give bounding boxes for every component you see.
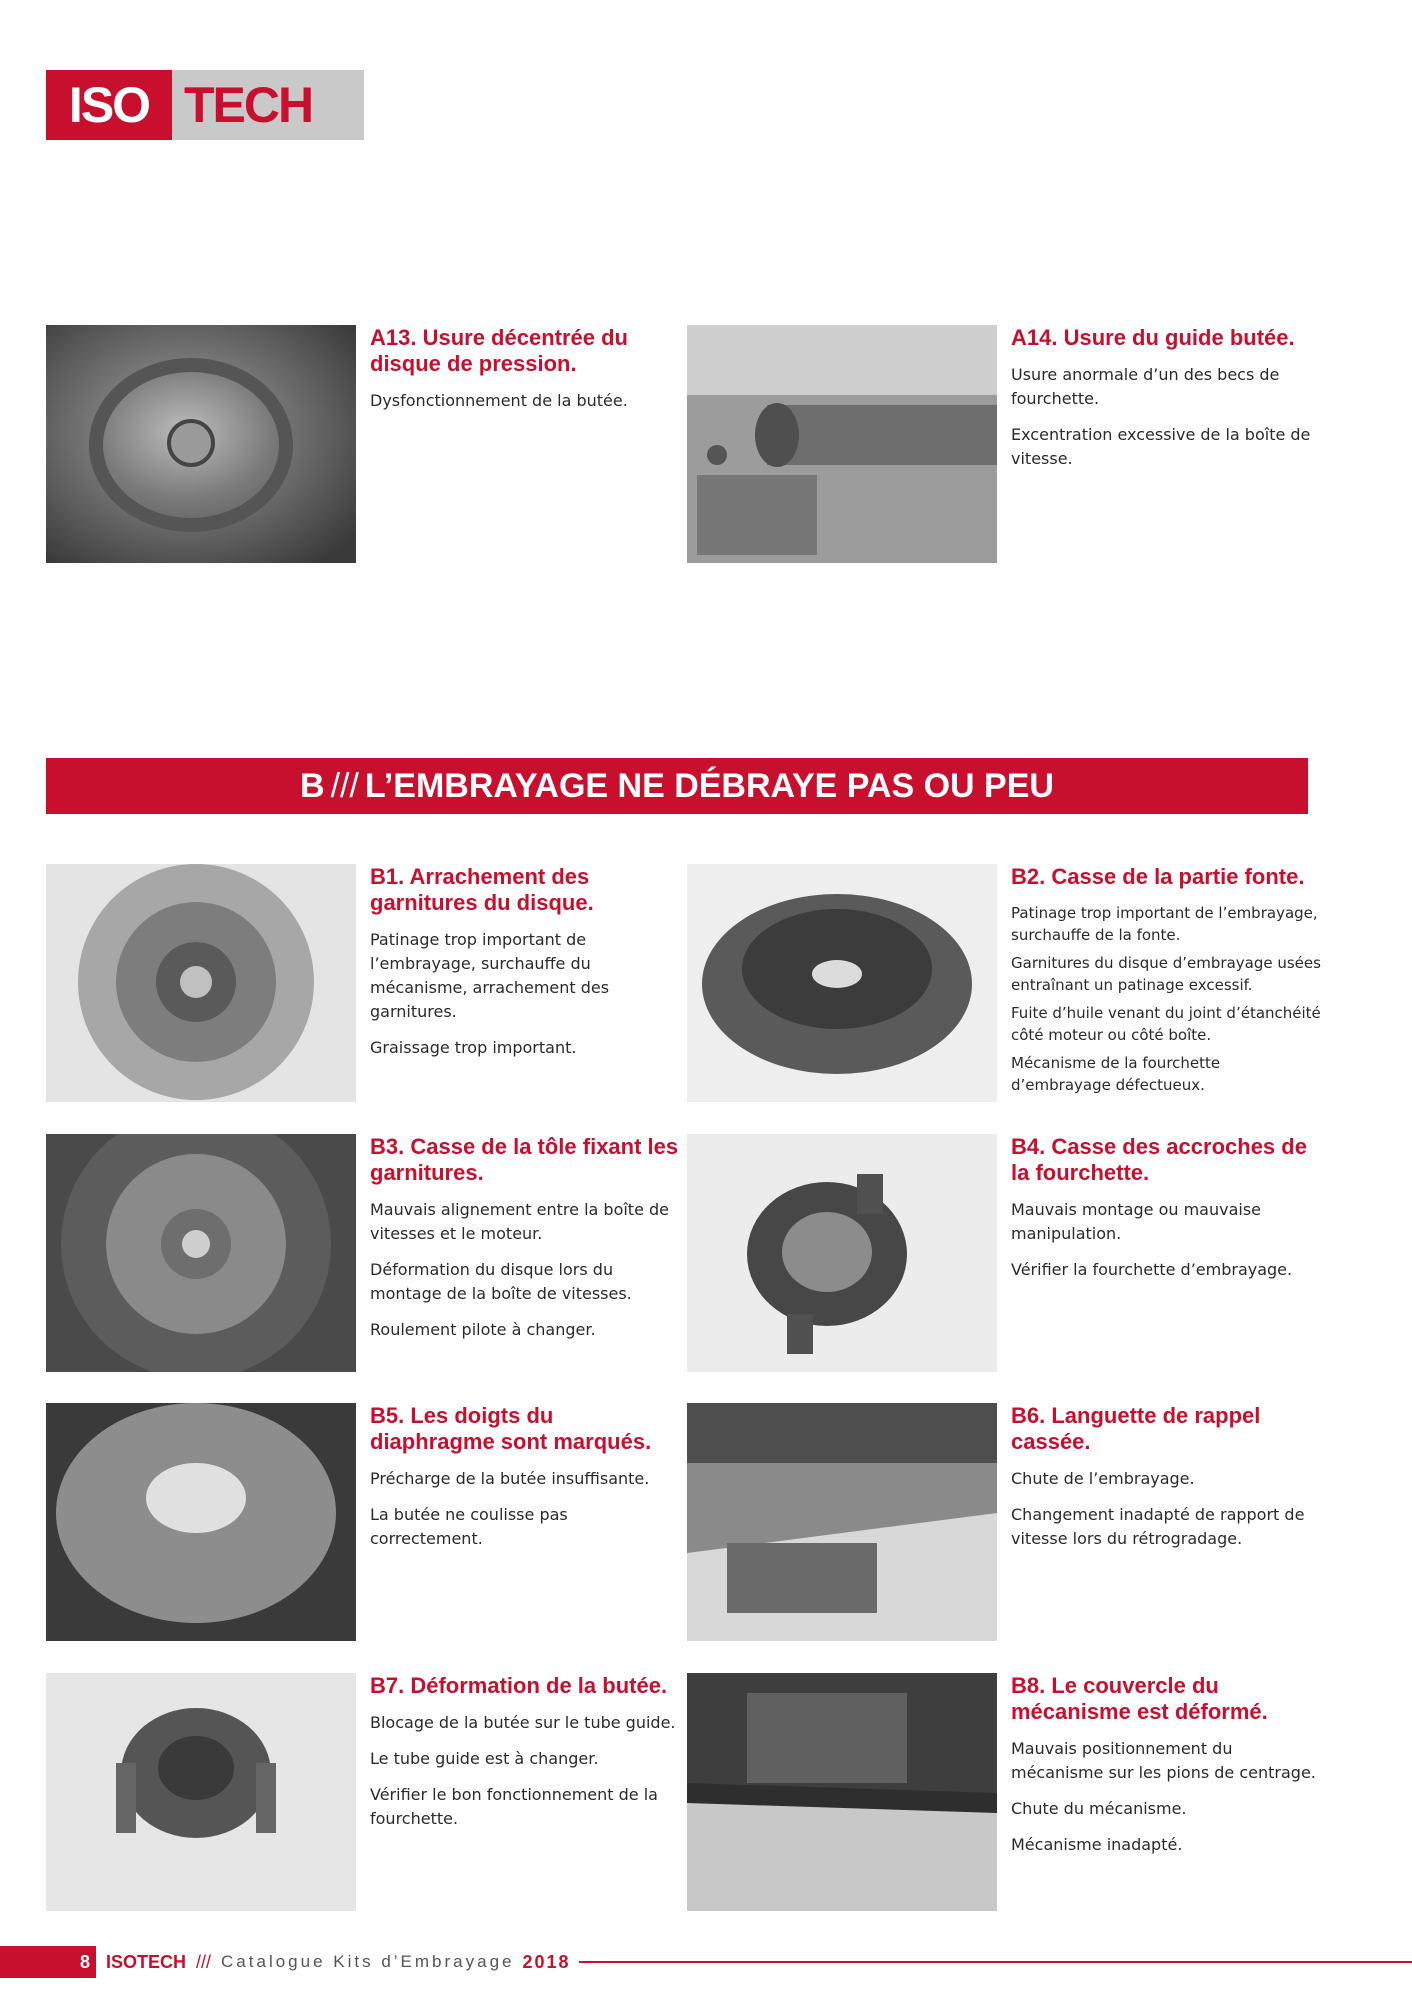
card-b7 — [46, 1673, 676, 1913]
card-a13-para-1: Dysfonctionnement de la butée. — [370, 391, 628, 410]
photo-b1-clutch-disc — [46, 864, 356, 1102]
photo-b4-release-bearing — [687, 1134, 997, 1372]
card-b6-title: B6. Languette de rappel cassée. — [1011, 1403, 1261, 1454]
card-b6-para-1: Chute de l’embrayage. — [1011, 1469, 1195, 1488]
card-b7-para-2: Le tube guide est à changer. — [370, 1749, 599, 1768]
card-b6-text — [1011, 1403, 1321, 1563]
card-b4-text — [1011, 1134, 1321, 1294]
card-a13 — [46, 325, 676, 565]
card-b3-para-2: Déformation du disque lors du montage de la boîte de vitesses. — [370, 1260, 632, 1303]
card-b8 — [687, 1673, 1317, 1913]
footer-brand: ISOTECH — [96, 1952, 196, 1973]
card-b4-para-2: Vérifier la fourchette d’embrayage. — [1011, 1260, 1293, 1279]
card-b4-para-1: Mauvais montage ou mauvaise manipulation. — [1011, 1200, 1262, 1243]
card-a13-text — [370, 325, 680, 425]
card-b3-title: B3. Casse de la tôle fixant les garnitures. — [370, 1134, 679, 1185]
card-b3 — [46, 1134, 679, 1374]
logo-tech: TECH — [172, 70, 364, 140]
photo-a14-guide-tube — [687, 325, 997, 563]
page-footer — [0, 1946, 579, 1978]
card-b7-text — [370, 1673, 680, 1843]
photo-b6-return-tab — [687, 1403, 997, 1641]
card-b3-text — [370, 1134, 680, 1354]
card-b7-para-1: Blocage de la butée sur le tube guide. — [370, 1713, 676, 1732]
photo-b7-release-bearing — [46, 1673, 356, 1911]
card-a14-text — [1011, 325, 1321, 483]
card-a14-para-2: Excentration excessive de la boîte de vitesse. — [1011, 425, 1311, 468]
card-b2-para-3: Fuite d’huile venant du joint d’étanchéité côté moteur ou côté boîte. — [1011, 1004, 1321, 1044]
card-b4-title: B4. Casse des accroches de la fourchette. — [1011, 1134, 1307, 1185]
card-b1-para-1: Patinage trop important de l’embrayage, surchauffe du mécanisme, arrachement des garnitures. — [370, 930, 610, 1021]
card-b1-para-2: Graissage trop important. — [370, 1038, 577, 1057]
card-b8-text — [1011, 1673, 1321, 1869]
card-a13-title: A13. Usure décentrée du disque de pression. — [370, 325, 628, 376]
photo-b3-clutch-disc — [46, 1134, 356, 1372]
card-b8-para-3: Mécanisme inadapté. — [1011, 1835, 1183, 1854]
card-b1-text — [370, 864, 680, 1072]
card-b8-title: B8. Le couvercle du mécanisme est déformé. — [1011, 1673, 1268, 1724]
card-b2-para-4: Mécanisme de la fourchette d’embrayage défectueux. — [1011, 1054, 1221, 1094]
card-b3-para-3: Roulement pilote à changer. — [370, 1320, 596, 1339]
footer-year: 2018 — [515, 1952, 579, 1973]
card-b1-title: B1. Arrachement des garnitures du disque. — [370, 864, 594, 915]
card-b5-para-2: La butée ne coulisse pas correctement. — [370, 1505, 568, 1548]
card-b2 — [687, 864, 1321, 1104]
card-b8-para-2: Chute du mécanisme. — [1011, 1799, 1187, 1818]
photo-b8-cover — [687, 1673, 997, 1911]
card-b6-para-2: Changement inadapté de rapport de vitesse lors du rétrogradage. — [1011, 1505, 1305, 1548]
card-b5-text — [370, 1403, 680, 1563]
footer-slashes: /// — [196, 1952, 221, 1973]
card-b2-title: B2. Casse de la partie fonte. — [1011, 864, 1305, 889]
photo-b5-diaphragm — [46, 1403, 356, 1641]
card-a14-title: A14. Usure du guide butée. — [1011, 325, 1295, 350]
card-b5-title: B5. Les doigts du diaphragme sont marqués. — [370, 1403, 652, 1454]
card-b2-text — [1011, 864, 1321, 1102]
card-b8-para-1: Mauvais positionnement du mécanisme sur les pions de centrage. — [1011, 1739, 1316, 1782]
card-a14-para-1: Usure anormale d’un des becs de fourchette. — [1011, 365, 1280, 408]
card-a14 — [687, 325, 1317, 565]
card-b5 — [46, 1403, 676, 1643]
card-b7-title: B7. Déformation de la butée. — [370, 1673, 668, 1698]
card-b3-para-1: Mauvais alignement entre la boîte de vitesses et le moteur. — [370, 1200, 669, 1243]
isotech-logo — [46, 70, 364, 140]
card-b2-para-2: Garnitures du disque d’embrayage usées entraînant un patinage excessif. — [1011, 954, 1321, 994]
card-b5-para-1: Précharge de la butée insuffisante. — [370, 1469, 650, 1488]
card-b2-para-1: Patinage trop important de l’embrayage, surchauffe de la fonte. — [1011, 904, 1318, 944]
card-b6 — [687, 1403, 1317, 1643]
photo-a13-pressure-disc — [46, 325, 356, 563]
card-b4 — [687, 1134, 1317, 1374]
logo-iso: ISO — [46, 70, 172, 140]
footer-page-number: 8 — [0, 1946, 96, 1978]
section-b-slashes: /// — [330, 766, 359, 805]
section-b-heading — [46, 758, 1308, 814]
section-b-prefix: B — [300, 766, 325, 805]
footer-catalogue-label: Catalogue Kits d’Embrayage — [221, 1952, 515, 1971]
section-b-title: L’EMBRAYAGE NE DÉBRAYE PAS OU PEU — [364, 766, 1054, 805]
card-b7-para-3: Vérifier le bon fonctionnement de la fourchette. — [370, 1785, 658, 1828]
card-b1 — [46, 864, 676, 1104]
photo-b2-pressure-plate — [687, 864, 997, 1102]
